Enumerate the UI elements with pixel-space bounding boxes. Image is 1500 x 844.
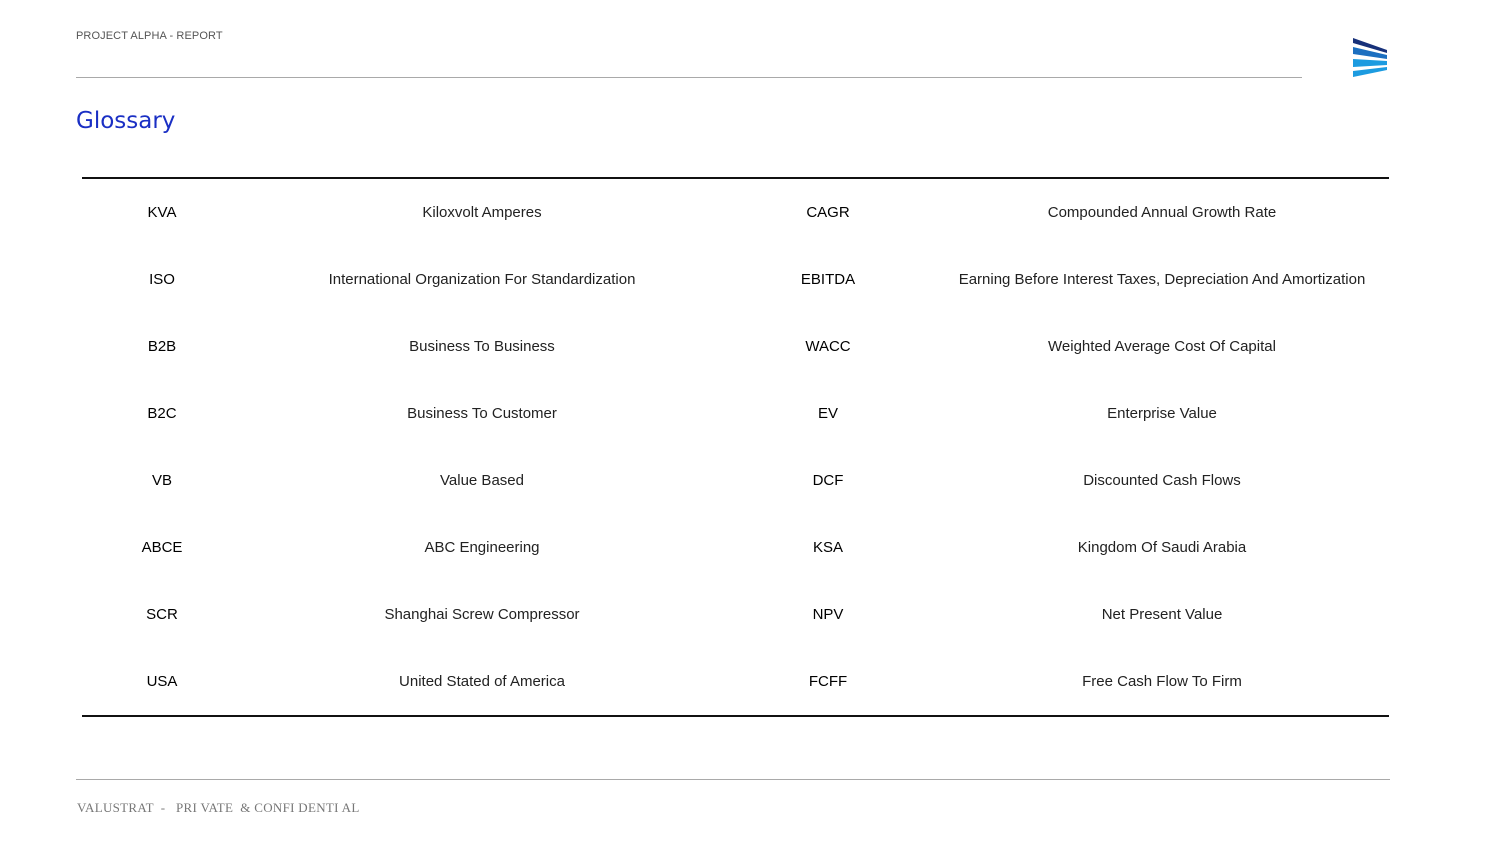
right-definition: Kingdom Of Saudi Arabia xyxy=(1077,539,1247,556)
right-abbreviation: EBITDA xyxy=(800,271,856,288)
table-row xyxy=(82,203,1389,223)
right-definition: Free Cash Flow To Firm xyxy=(1082,673,1242,690)
report-header: PROJECT ALPHA - REPORT xyxy=(76,30,223,42)
left-abbreviation: B2B xyxy=(147,338,177,355)
confidentiality-footer: VALUSTRAT - PRI VATE & CONFI DENTI AL xyxy=(77,800,360,815)
left-definition: Kiloxvolt Amperes xyxy=(422,204,542,221)
right-abbreviation: WACC xyxy=(805,338,851,355)
table-row xyxy=(82,337,1389,357)
table-row xyxy=(82,404,1389,424)
table-row xyxy=(82,270,1389,290)
left-abbreviation: VB xyxy=(151,472,172,489)
footer-divider xyxy=(76,779,1390,780)
left-abbreviation: ABCE xyxy=(141,539,183,556)
right-definition: Discounted Cash Flows xyxy=(1083,472,1241,489)
right-abbreviation: NPV xyxy=(812,606,844,623)
left-definition: Business To Business xyxy=(409,338,555,355)
right-definition: Enterprise Value xyxy=(1107,405,1217,422)
left-abbreviation: B2C xyxy=(147,405,177,422)
left-abbreviation: SCR xyxy=(146,606,178,623)
left-definition: Value Based xyxy=(440,472,524,489)
left-definition: United Stated of America xyxy=(399,673,565,690)
left-abbreviation: USA xyxy=(146,673,178,690)
right-abbreviation: DCF xyxy=(812,472,844,489)
valustrat-logo-icon xyxy=(1351,37,1387,78)
page-title: Glossary xyxy=(76,108,176,134)
right-abbreviation: EV xyxy=(817,405,838,422)
right-abbreviation: CAGR xyxy=(806,204,850,221)
table-row xyxy=(82,672,1389,692)
right-definition: Weighted Average Cost Of Capital xyxy=(1048,338,1276,355)
right-definition: Net Present Value xyxy=(1101,606,1223,623)
glossary-table xyxy=(82,177,1389,717)
left-definition: International Organization For Standardization xyxy=(328,271,636,288)
table-row xyxy=(82,471,1389,491)
left-abbreviation: ISO xyxy=(149,271,175,288)
right-definition: Compounded Annual Growth Rate xyxy=(1047,204,1277,221)
left-definition: ABC Engineering xyxy=(424,539,540,556)
table-row xyxy=(82,605,1389,625)
right-abbreviation: FCFF xyxy=(808,673,848,690)
header-divider xyxy=(76,77,1302,78)
left-abbreviation: KVA xyxy=(147,204,177,221)
left-definition: Shanghai Screw Compressor xyxy=(384,606,580,623)
left-definition: Business To Customer xyxy=(407,405,557,422)
right-definition: Earning Before Interest Taxes, Depreciation And Amortization xyxy=(958,271,1366,288)
right-abbreviation: KSA xyxy=(812,539,843,556)
table-row xyxy=(82,538,1389,558)
